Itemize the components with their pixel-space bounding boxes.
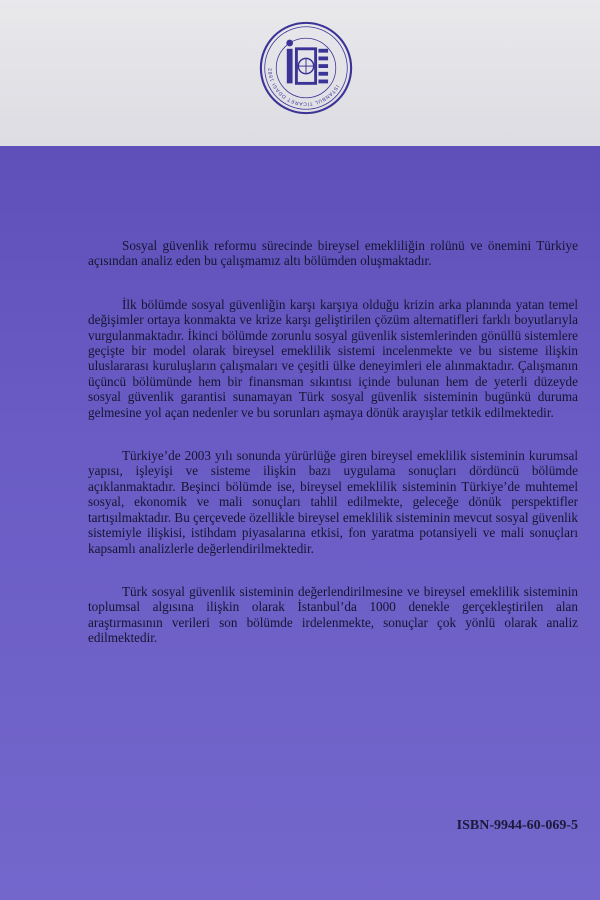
isbn-number: ISBN-9944-60-069-5: [456, 818, 578, 833]
back-cover-text: [88, 238, 578, 674]
paragraph-1: Sosyal güvenlik reformu sürecinde bireysel emekliliğin rolünü ve önemini Türkiye açısından analiz eden bu çalışmamız altı bölümden oluşmaktadır.: [88, 238, 578, 269]
paragraph-2: İlk bölümde sosyal güvenliğin karşı karşıya olduğu krizin arka planında yatan temel değişimler ortaya konmakta ve krize karşı geliştirilen çözüm alternatifleri farklı boyutlarıyla vurgulanmaktadır. İkinci bölümde zorunlu sosyal güvenlik sistemlerinden gönüllü sistemlere geçişte bir model olarak bireysel emeklilik sistemi incelenmekte ve bu sisteme ilişkin uluslararası kuruluşların çalışmaları ve çeşitli ülke deneyimleri ele alınmaktadır. Çalışmanın üçüncü bölümünde hem bir finansman sıkıntısı içinde bulunan hem de yeterli düzeyde sosyal güvenlik garantisi sunamayan Türk sosyal güvenlik sisteminin bugünkü duruma gelmesine yol açan nedenler ve bu sorunları aşmaya dönük arayışlar tetkik edilmektedir.: [88, 296, 578, 420]
paragraph-3: Türkiye’de 2003 yılı sonunda yürürlüğe giren bireysel emeklilik sisteminin kurumsal yapısı, işleyişi ve sisteme ilişkin bazı uygulama sonuçları dördüncü bölümde açıklanmaktadır. Beşinci bölümde ise, bireysel emeklilik sisteminin Türkiye’de muhtemel sosyal, ekonomik ve mali sonuçları tahlil edilmekte, geleceğe dönük perspektifler tartışılmaktadır. Bu çerçevede özellikle bireysel emeklilik sisteminin mevcut sosyal güvenlik sistemiyle ilişkisi, istihdam piyasalarına etkisi, fon yaratma potansiyeli ve mali sonuçları kapsamlı analizlerle değerlendirilmektedir.: [88, 448, 579, 556]
paragraph-4: Türk sosyal güvenlik sisteminin değerlendirilmesine ve bireysel emeklilik sisteminin toplumsal algısına ilişkin olarak İstanbul’da 1000 denekle gerçekleştirilen alan araştırmasının verileri son bölümde irdelenmekte, sonuçlar çok yönlü olarak analiz edilmektedir.: [88, 583, 578, 646]
chamber-seal-icon: [258, 20, 354, 116]
seal-ring-text: İSTANBUL TİCARET ODASI 1882: [267, 67, 340, 107]
top-band: [0, 0, 600, 146]
